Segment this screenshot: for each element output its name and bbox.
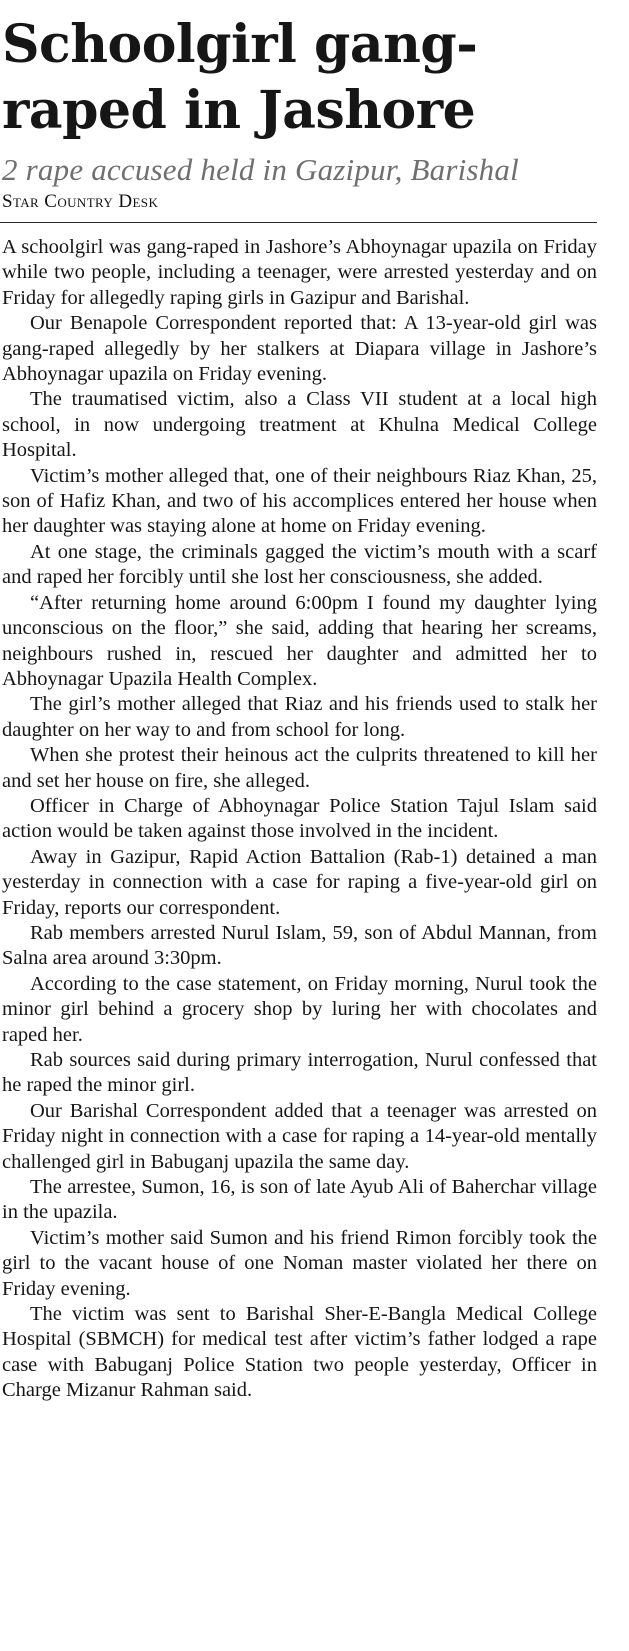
paragraph: Officer in Charge of Abhoynagar Police Station Tajul Islam said action would be taken against those involved in the incident. bbox=[2, 794, 597, 843]
paragraph: Our Barishal Correspondent added that a teenager was arrested on Friday night in connection with a case for raping a 14-year-old mentally challenged girl in Babuganj upazila the same day. bbox=[2, 1099, 597, 1173]
paragraph: According to the case statement, on Friday morning, Nurul took the minor girl behind a grocery shop by luring her with chocolates and raped her. bbox=[2, 972, 597, 1046]
article-body bbox=[0, 235, 597, 1404]
paragraph: Victim’s mother said Sumon and his friend Rimon forcibly took the girl to the vacant house of one Noman master violated her there on Friday evening. bbox=[2, 1226, 597, 1300]
paragraph: Away in Gazipur, Rapid Action Battalion (Rab-1) detained a man yesterday in connection with a case for raping a five-year-old girl on Friday, reports our correspondent. bbox=[2, 845, 597, 919]
headline: Schoolgirl gang-raped in Jashore bbox=[2, 14, 478, 141]
byline: Star Country Desk bbox=[2, 191, 159, 212]
paragraph: Rab sources said during primary interrogation, Nurul confessed that he raped the minor girl. bbox=[2, 1049, 597, 1097]
paragraph: The traumatised victim, also a Class VII student at a local high school, in now undergoing treatment at Khulna Medical College Hospital. bbox=[2, 388, 597, 462]
paragraph: The arrestee, Sumon, 16, is son of late Ayub Ali of Baherchar village in the upazila. bbox=[2, 1176, 597, 1224]
paragraph: The victim was sent to Barishal Sher-E-Bangla Medical College Hospital (SBMCH) for medical test after victim’s father lodged a rape case with Babuganj Police Station two people yesterday, Officer in Charge Mizanur Rahman said. bbox=[2, 1303, 597, 1402]
paragraph: At one stage, the criminals gagged the victim’s mouth with a scarf and raped her forcibly until she lost her consciousness, she added. bbox=[2, 540, 597, 589]
paragraph: “After returning home around 6:00pm I found my daughter lying unconscious on the floor,” she said, adding that hearing her screams, neighbours rushed in, rescued her daughter and admitted her to Abhoynagar Upazila Health Complex. bbox=[2, 591, 597, 690]
paragraph: When she protest their heinous act the culprits threatened to kill her and set her house on fire, she alleged. bbox=[2, 744, 597, 792]
paragraph: Victim’s mother alleged that, one of their neighbours Riaz Khan, 25, son of Hafiz Khan, and two of his accomplices entered her house when her daughter was staying alone at home on Friday evening. bbox=[2, 464, 597, 538]
paragraph: Our Benapole Correspondent reported that: A 13-year-old girl was gang-raped allegedly by her stalkers at Diapara village in Jashore’s Abhoynagar upazila on Friday evening. bbox=[2, 312, 597, 386]
paragraph: The girl’s mother alleged that Riaz and his friends used to stalk her daughter on her way to and from school for long. bbox=[2, 693, 597, 741]
divider bbox=[0, 222, 597, 223]
paragraph: Rab members arrested Nurul Islam, 59, son of Abdul Mannan, from Salna area around 3:30pm. bbox=[2, 921, 597, 970]
subheadline: 2 rape accused held in Gazipur, Barishal bbox=[2, 152, 519, 187]
paragraph: A schoolgirl was gang-raped in Jashore’s Abhoynagar upazila on Friday while two people, including a teenager, were arrested yesterday and on Friday for allegedly raping girls in Gazipur and Barishal. bbox=[2, 236, 597, 309]
